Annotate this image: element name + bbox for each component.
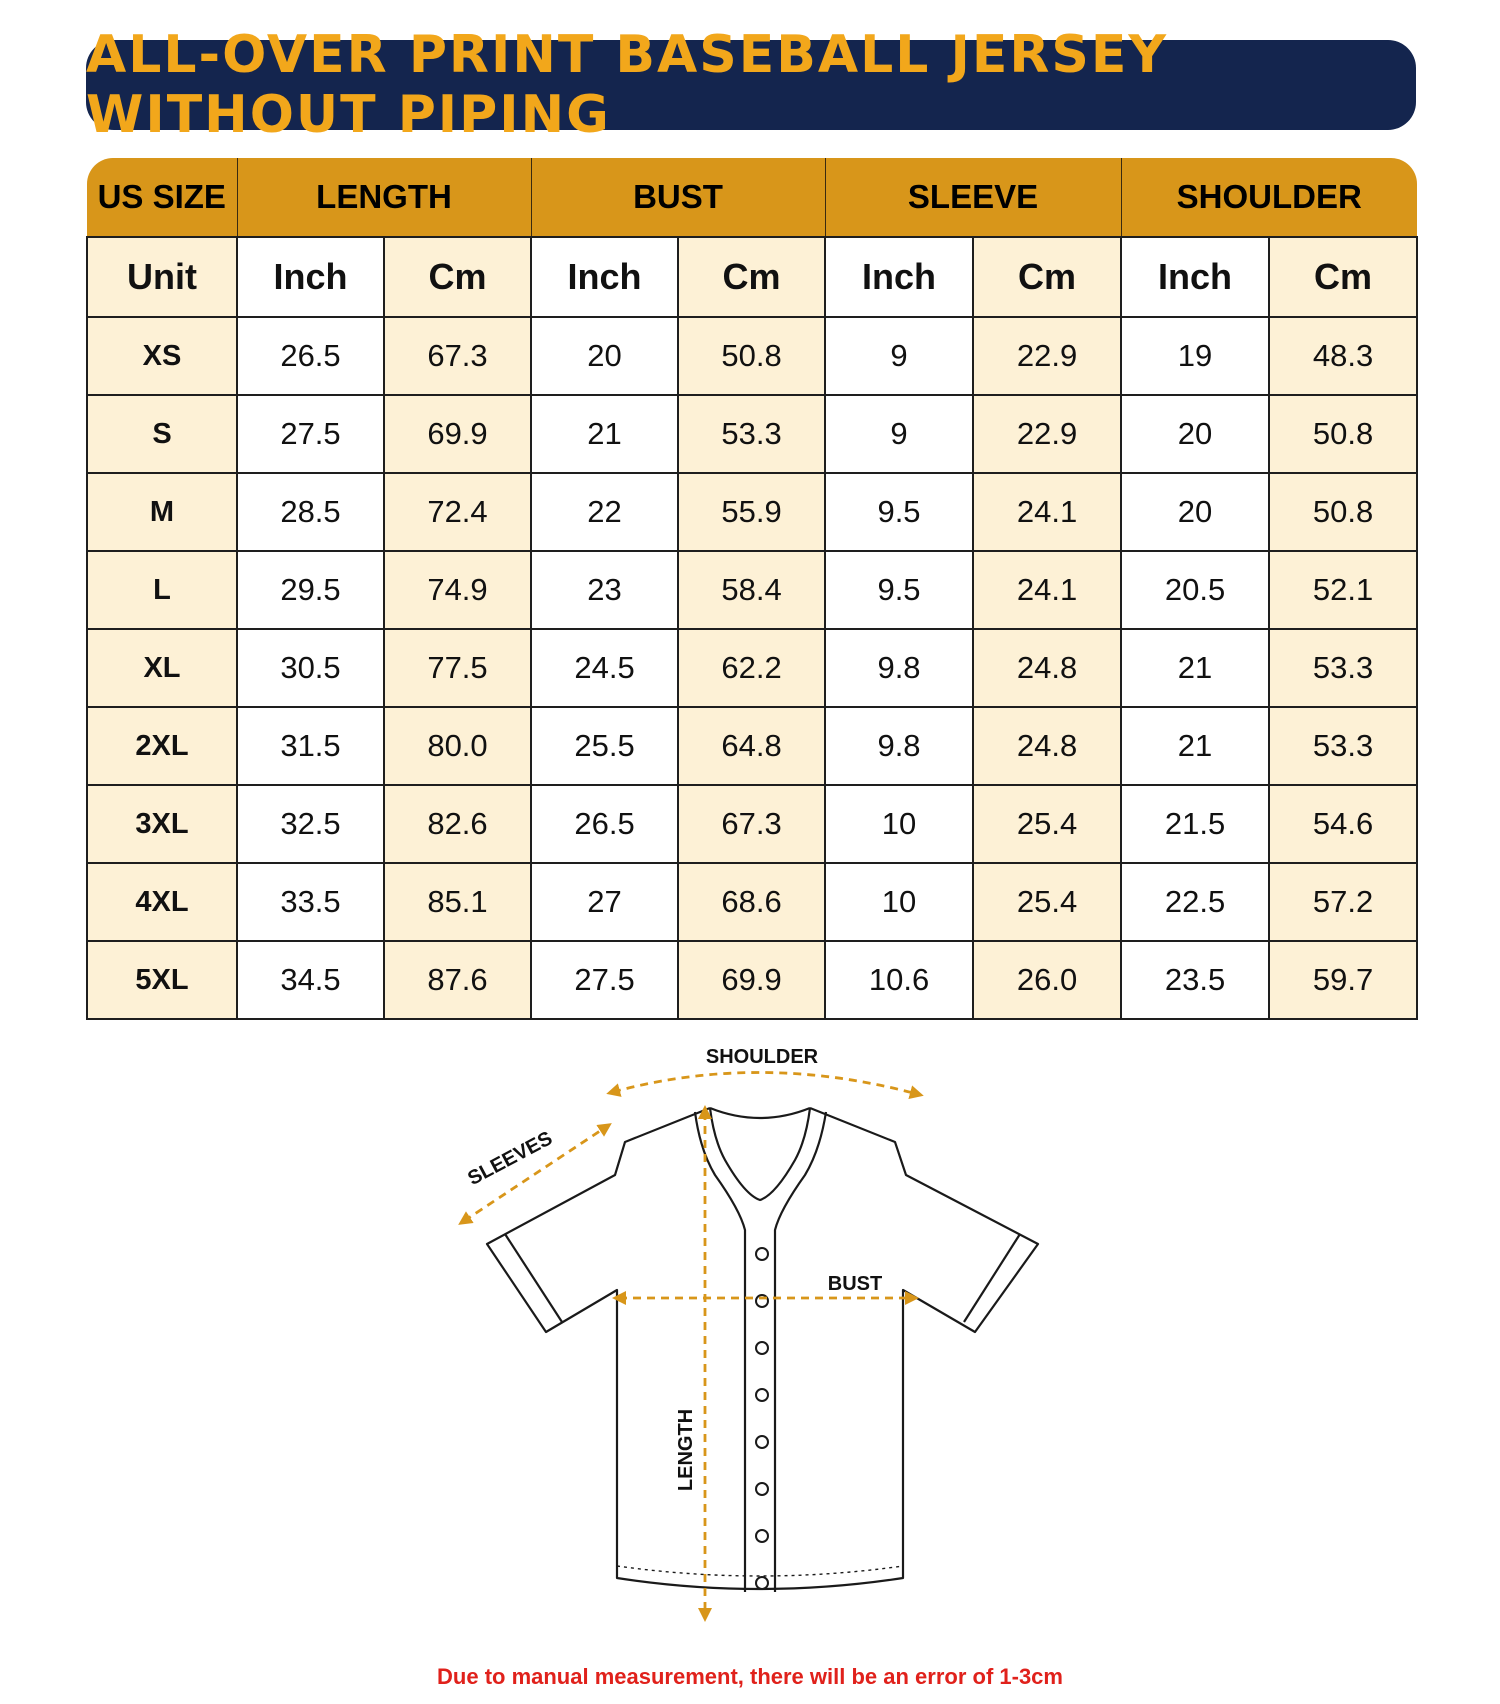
- measurement-cell: 52.1: [1269, 551, 1417, 629]
- measurement-cell: 10: [825, 785, 973, 863]
- measurement-cell: 9: [825, 317, 973, 395]
- button: [756, 1342, 768, 1354]
- shoulder-label: SHOULDER: [705, 1046, 819, 1068]
- table-row: [87, 317, 1417, 395]
- size-label-cell: XS: [87, 317, 237, 395]
- measurement-cell: 57.2: [1269, 863, 1417, 941]
- unit-header: Inch: [1121, 237, 1269, 317]
- measurement-cell: 34.5: [237, 941, 384, 1019]
- measurement-cell: 21: [1121, 707, 1269, 785]
- measurement-cell: 50.8: [1269, 395, 1417, 473]
- measurement-cell: 21: [1121, 629, 1269, 707]
- size-label-cell: M: [87, 473, 237, 551]
- table-row: [87, 629, 1417, 707]
- measurement-cell: 27.5: [237, 395, 384, 473]
- measurement-cell: 62.2: [678, 629, 825, 707]
- measurement-cell: 53.3: [1269, 707, 1417, 785]
- table-row: [87, 395, 1417, 473]
- measurement-cell: 58.4: [678, 551, 825, 629]
- header-group-row: [87, 158, 1417, 237]
- button: [756, 1248, 768, 1260]
- measurement-cell: 25.5: [531, 707, 678, 785]
- page-title: ALL-OVER PRINT BASEBALL JERSEY WITHOUT PIPING: [86, 25, 1169, 145]
- unit-header: Cm: [678, 237, 825, 317]
- table-row: [87, 863, 1417, 941]
- measurement-cell: 67.3: [678, 785, 825, 863]
- measurement-note: Due to manual measurement, there will be an error of 1-3cm: [437, 1664, 1063, 1689]
- unit-header: Cm: [1269, 237, 1417, 317]
- measurement-cell: 48.3: [1269, 317, 1417, 395]
- measurement-cell: 24.8: [973, 707, 1121, 785]
- measurement-cell: 77.5: [384, 629, 531, 707]
- measurement-cell: 23.5: [1121, 941, 1269, 1019]
- unit-header: Cm: [973, 237, 1121, 317]
- measurement-cell: 10.6: [825, 941, 973, 1019]
- size-label-cell: 2XL: [87, 707, 237, 785]
- size-label-cell: 4XL: [87, 863, 237, 941]
- measurement-cell: 85.1: [384, 863, 531, 941]
- measurement-cell: 68.6: [678, 863, 825, 941]
- header-sleeve: SLEEVE: [825, 158, 1121, 237]
- measurement-cell: 9.5: [825, 551, 973, 629]
- measurement-cell: 21: [531, 395, 678, 473]
- sleeves-label: SLEEVES: [464, 1127, 557, 1191]
- measurement-cell: 10: [825, 863, 973, 941]
- table-body: [87, 317, 1417, 1019]
- unit-row: [87, 237, 1417, 317]
- measurement-cell: 19: [1121, 317, 1269, 395]
- measurement-cell: 53.3: [1269, 629, 1417, 707]
- measurement-cell: 26.0: [973, 941, 1121, 1019]
- measurement-cell: 23: [531, 551, 678, 629]
- measurement-cell: 29.5: [237, 551, 384, 629]
- measurement-cell: 53.3: [678, 395, 825, 473]
- length-label: LENGTH: [675, 1408, 697, 1492]
- measurement-cell: 21.5: [1121, 785, 1269, 863]
- measurement-cell: 67.3: [384, 317, 531, 395]
- size-label-cell: XL: [87, 629, 237, 707]
- measurement-cell: 69.9: [678, 941, 825, 1019]
- jersey-diagram: [440, 1030, 1080, 1630]
- size-label-cell: L: [87, 551, 237, 629]
- size-chart-table: [86, 158, 1418, 1020]
- measurement-cell: 24.8: [973, 629, 1121, 707]
- table-row: [87, 785, 1417, 863]
- measurement-cell: 50.8: [1269, 473, 1417, 551]
- header-shoulder: SHOULDER: [1121, 158, 1417, 237]
- title-banner: [86, 25, 1416, 145]
- unit-header: Inch: [825, 237, 973, 317]
- header-bust: BUST: [531, 158, 825, 237]
- measurement-cell: 26.5: [531, 785, 678, 863]
- button: [756, 1389, 768, 1401]
- unit-header: Inch: [237, 237, 384, 317]
- measurement-cell: 22: [531, 473, 678, 551]
- size-label-cell: S: [87, 395, 237, 473]
- measurement-cell: 9: [825, 395, 973, 473]
- measurement-cell: 55.9: [678, 473, 825, 551]
- measurement-cell: 25.4: [973, 785, 1121, 863]
- measurement-cell: 24.5: [531, 629, 678, 707]
- unit-header: Inch: [531, 237, 678, 317]
- measurement-cell: 9.5: [825, 473, 973, 551]
- header-length: LENGTH: [237, 158, 531, 237]
- measurement-cell: 25.4: [973, 863, 1121, 941]
- measurement-cell: 9.8: [825, 707, 973, 785]
- measurement-cell: 33.5: [237, 863, 384, 941]
- measurement-cell: 69.9: [384, 395, 531, 473]
- measurement-cell: 27.5: [531, 941, 678, 1019]
- unit-header: Cm: [384, 237, 531, 317]
- button: [756, 1483, 768, 1495]
- measurement-cell: 20: [1121, 473, 1269, 551]
- measurement-cell: 20: [1121, 395, 1269, 473]
- measurement-cell: 24.1: [973, 551, 1121, 629]
- measurement-cell: 50.8: [678, 317, 825, 395]
- measurement-cell: 28.5: [237, 473, 384, 551]
- measurement-cell: 24.1: [973, 473, 1121, 551]
- table-row: [87, 473, 1417, 551]
- measurement-cell: 20.5: [1121, 551, 1269, 629]
- table-row: [87, 551, 1417, 629]
- bust-label: BUST: [827, 1273, 883, 1295]
- measurement-cell: 72.4: [384, 473, 531, 551]
- measurement-cell: 22.9: [973, 317, 1121, 395]
- measurement-cell: 87.6: [384, 941, 531, 1019]
- measurement-cell: 26.5: [237, 317, 384, 395]
- size-label-cell: 5XL: [87, 941, 237, 1019]
- measurement-cell: 80.0: [384, 707, 531, 785]
- measurement-cell: 22.9: [973, 395, 1121, 473]
- measurement-cell: 30.5: [237, 629, 384, 707]
- measurement-cell: 31.5: [237, 707, 384, 785]
- shoulder-arrow: [613, 1072, 917, 1094]
- button: [756, 1436, 768, 1448]
- measurement-cell: 54.6: [1269, 785, 1417, 863]
- measurement-cell: 82.6: [384, 785, 531, 863]
- measurement-cell: 64.8: [678, 707, 825, 785]
- button: [756, 1577, 768, 1589]
- table-row: [87, 941, 1417, 1019]
- measurement-cell: 32.5: [237, 785, 384, 863]
- measurement-cell: 74.9: [384, 551, 531, 629]
- measurement-cell: 27: [531, 863, 678, 941]
- size-label-cell: 3XL: [87, 785, 237, 863]
- header-us-size: US SIZE: [87, 158, 237, 237]
- unit-label: Unit: [87, 237, 237, 317]
- measurement-cell: 9.8: [825, 629, 973, 707]
- measurement-cell: 59.7: [1269, 941, 1417, 1019]
- measurement-cell: 22.5: [1121, 863, 1269, 941]
- button: [756, 1530, 768, 1542]
- table-row: [87, 707, 1417, 785]
- measurement-cell: 20: [531, 317, 678, 395]
